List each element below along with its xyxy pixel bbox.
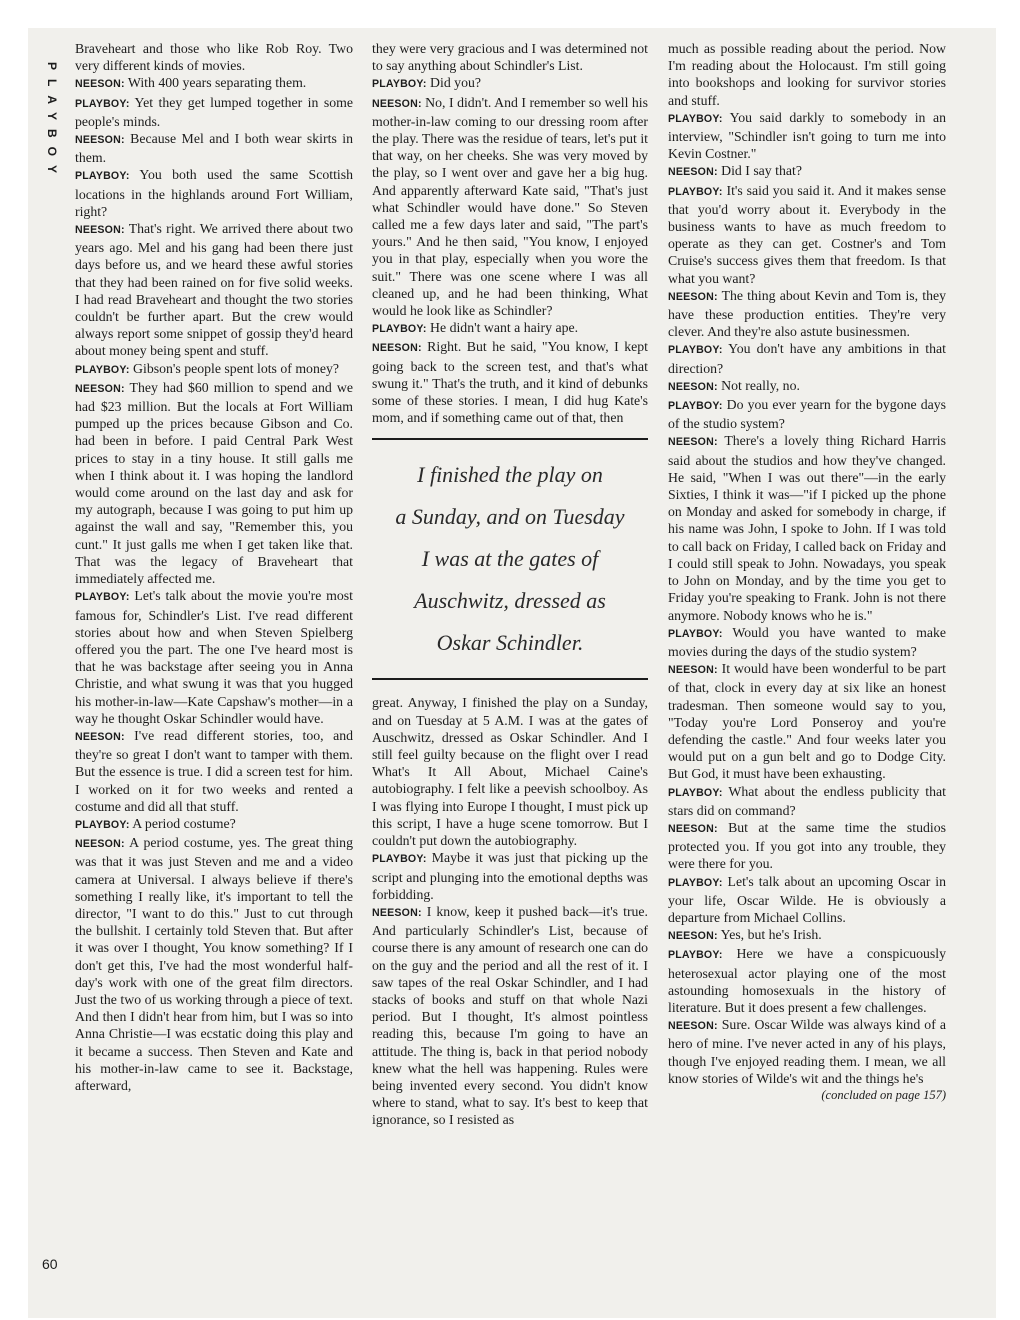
paragraph-text: Did you?: [430, 75, 481, 91]
pull-quote: [372, 438, 648, 680]
column-2-top: [372, 40, 648, 426]
paragraph-text: The thing about Kevin and Tom is, they have these production entities. They're very clever. And they're also astute businessmen.: [668, 287, 946, 340]
paragraph-text: Not really, no.: [721, 377, 800, 393]
paragraph-text: Did I say that?: [721, 163, 802, 179]
text-column-2: [372, 40, 648, 1129]
paragraph-text: I know, keep it pushed back—it's true. And particularly Schindler's List, because of course there is any amount of research one can do on the guy and the period and all the rest of it. I saw tapes of the real Oskar Schindler, and I had stacks of books and stuff on that whole Nazi period. But I thought, It's almost pointless reading this, because I'm going to have an attitude. The thing is, back in that period nobody knew what the hell was happening. Rules were being invented every second. You didn't know where to stand, what to say. It's best to keep that ignorance, so I resisted as: [372, 903, 649, 1128]
speaker-label: PLAYBOY:: [668, 786, 723, 799]
paragraph-text: I've read different stories, too, and they're so great I don't want to tamper with them. But the essence is true. I did a screen test for him. I worked on it for two weeks and rented a costume and did all that stuff.: [75, 727, 353, 814]
interview-paragraph: [75, 74, 353, 93]
interview-paragraph: [372, 903, 648, 1129]
magazine-page: [28, 28, 996, 1318]
pull-quote-line: I finished the play on: [417, 462, 603, 488]
speaker-label: NEESON:: [75, 134, 125, 147]
interview-paragraph: [668, 873, 946, 927]
paragraph-text: Because Mel and I both wear skirts in them.: [75, 131, 353, 166]
interview-paragraph: [668, 660, 946, 782]
interview-paragraph: [668, 624, 946, 660]
speaker-label: NEESON:: [75, 382, 125, 395]
paragraph-text: they were very gracious and I was determined not to say anything about Schindler's List.: [372, 41, 648, 74]
paragraph-text: You said darkly to somebody in an interview, "Schindler isn't going to turn me into Kevin Costner.": [668, 109, 947, 162]
interview-paragraph: [75, 587, 353, 727]
paragraph-text: But at the same time the studios protected you. If you got into any trouble, they were there for you.: [668, 819, 946, 872]
speaker-label: NEESON:: [668, 664, 718, 677]
interview-paragraph: [75, 727, 353, 815]
interview-paragraph: [372, 74, 648, 93]
interview-paragraph: [75, 94, 353, 130]
speaker-label: NEESON:: [668, 290, 718, 303]
speaker-label: NEESON:: [668, 930, 718, 943]
text-column-3: [668, 40, 946, 1104]
paragraph-text: A period costume, yes. The great thing was that it was just Steven and me and a video camera at Universal. I always believe if there's something I really like, it's important to tell the director, "I want to do this." Just to cut through the bullshit. I certainly told Steven that. But after it was over I thought, You know something? If I don't get this, I've had the most wonderful half-day's work with one of the great film directors. Just the two of us working through a piece of text. And then I didn't hear from him, but I was so into Anna Christie—I was ecstatic doing this play and it became a success. Then Steven and Kate and his mother-in-law came to see it. Backstage, afterward,: [75, 835, 353, 1093]
paragraph-text: They had $60 million to spend and we had $23 million. But the locals at Fort William pumped up the prices because Gibson and Co. had been in before. I paid Central Park West prices to stay in a tiny house. It still galls me when I think about it. I was hoping the landlord would come around on the last day and ask for my autograph, because I was going to put him up against the wall and say, "Remember this, you cunt." It just galls me when I get taken like that. That was the legacy of Braveheart that immediately affected me.: [75, 379, 353, 587]
continuation-note: (concluded on page 157): [821, 1087, 946, 1102]
interview-paragraph: [668, 432, 946, 623]
speaker-label: PLAYBOY:: [668, 949, 723, 962]
speaker-label: PLAYBOY:: [372, 323, 427, 336]
speaker-label: NEESON:: [75, 224, 125, 237]
paragraph-text: Let's talk about an upcoming Oscar in your life, Oscar Wilde. He is obviously a departure from Michael Collins.: [668, 873, 946, 925]
interview-paragraph: [668, 162, 946, 181]
interview-paragraph: [668, 377, 946, 396]
interview-paragraph: [668, 109, 946, 163]
paragraph-text: It would have been wonderful to be part of that, clock in every day at six like an honest tradesman. Then someone would say to you, "Today you're Lord Ponseroy and you're defending the castle." And four weeks later you would put on a gun belt and go to Dodge City. But God, it must have been exhausting.: [668, 661, 947, 782]
speaker-label: PLAYBOY:: [75, 363, 130, 376]
interview-paragraph: [668, 926, 946, 945]
paragraph-text: Here we have a conspicuously heterosexual actor playing one of the most astounding homosexuals in the history of literature. But it does present a few challenges.: [668, 946, 946, 1015]
speaker-label: PLAYBOY:: [372, 853, 427, 866]
interview-paragraph: [668, 945, 946, 1016]
paragraph-text: Right. But he said, "You know, I kept going back to the screen test, and that's what swung it." That's the truth, and it kind of debunks some of these stories. I mean, I did hug Kate's mom, and if something came out of that, then: [372, 339, 648, 426]
speaker-label: PLAYBOY:: [668, 627, 723, 640]
interview-paragraph: [75, 379, 353, 587]
paragraph-text: You don't have any ambitions in that direction?: [668, 341, 946, 376]
interview-paragraph: [668, 1016, 946, 1087]
interview-paragraph: [668, 396, 946, 432]
interview-paragraph: [668, 783, 946, 819]
interview-paragraph: [372, 40, 648, 74]
pull-quote-line: a Sunday, and on Tuesday: [395, 504, 625, 530]
interview-paragraph: [75, 40, 353, 74]
column-2-bottom: [372, 694, 648, 1128]
speaker-label: NEESON:: [75, 78, 125, 91]
interview-paragraph: [372, 94, 648, 320]
paragraph-text: Maybe it was just that picking up the script and plunging into the emotional depths was forbidding.: [372, 850, 648, 902]
interview-paragraph: [668, 819, 946, 873]
speaker-label: PLAYBOY:: [668, 185, 723, 198]
paragraph-text: Would you have wanted to make movies during the days of the studio system?: [668, 624, 946, 659]
interview-paragraph: [668, 340, 946, 376]
speaker-label: PLAYBOY:: [75, 170, 130, 183]
paragraph-text: Yet they get lumped together in some people's minds.: [75, 94, 353, 129]
paragraph-text: It's said you said it. And it makes sense that you'd worry about it. Everybody in the business wants to have as much freedom to operate as they can get. Costner's and Tom Cruise's success gives them that freedom. Is that what you want?: [668, 182, 947, 286]
interview-paragraph: [372, 319, 648, 338]
pull-quote-line: Auschwitz, dressed as: [414, 588, 606, 614]
pull-quote-line: Oskar Schindler.: [436, 630, 584, 656]
magazine-name: PLAYBOY: [45, 62, 59, 182]
paragraph-text: What about the endless publicity that stars did on command?: [668, 783, 946, 818]
magazine-name-vertical: [42, 42, 62, 202]
speaker-label: NEESON:: [75, 730, 125, 743]
interview-paragraph: [75, 130, 353, 166]
speaker-label: NEESON:: [372, 97, 422, 110]
text-column-1: [75, 40, 353, 1094]
speaker-label: NEESON:: [668, 436, 718, 449]
interview-paragraph: [668, 40, 946, 109]
interview-paragraph: [668, 182, 946, 287]
paragraph-text: Braveheart and those who like Rob Roy. Two very different kinds of movies.: [75, 41, 353, 74]
speaker-label: NEESON:: [668, 380, 718, 393]
speaker-label: PLAYBOY:: [75, 818, 130, 831]
interview-paragraph: [75, 166, 353, 220]
speaker-label: NEESON:: [75, 838, 125, 851]
speaker-label: NEESON:: [668, 822, 718, 835]
column-3-body: [668, 40, 946, 1087]
interview-paragraph: [75, 834, 353, 1094]
speaker-label: NEESON:: [372, 906, 422, 919]
speaker-label: PLAYBOY:: [668, 112, 723, 125]
paragraph-text: With 400 years separating them.: [127, 75, 307, 91]
paragraph-text: Do you ever yearn for the bygone days of the studio system?: [668, 397, 946, 432]
paragraph-text: No, I didn't. And I remember so well his mother-in-law coming to our dressing room after the play. There was the residue of tears, let's put it that way, on her cheeks. She was very moved by the play, so I went over and gave her a big hug. And apparently afterward Kate said, "That's just what Schindler would have done." So Steven called me a few days later and said, "The part's yours." And he then said, "You know, I enjoyed you in that play, especially when you wore the suit." There was one scene where I was all cleaned up, and he had been thinking, What would he look like as Schindler?: [372, 94, 648, 319]
paragraph-text: Yes, but he's Irish.: [720, 927, 822, 943]
speaker-label: PLAYBOY:: [75, 591, 130, 604]
paragraph-text: He didn't want a hairy ape.: [430, 320, 579, 336]
paragraph-text: You both used the same Scottish locations in the highlands around Fort William, right?: [75, 167, 353, 219]
speaker-label: NEESON:: [668, 1020, 718, 1033]
interview-paragraph: [372, 338, 648, 426]
paragraph-text: That's right. We arrived there about two years ago. Mel and his gang had been there just days before us, and we heard these awful stories that they had been rained on for five solid weeks. I had read Braveheart and thought the two stories couldn't be further apart. But the crew would always report some snippet of gossip they'd heard about money being spent and stuff.: [75, 221, 353, 359]
speaker-label: PLAYBOY:: [668, 876, 723, 889]
interview-paragraph: [75, 220, 353, 360]
speaker-label: NEESON:: [372, 342, 422, 355]
paragraph-text: Sure. Oscar Wilde was always kind of a hero of mine. I've never acted in any of his plays, though I've enjoyed reading them. I mean, we all know stories of Wilde's wit and the things he's: [668, 1017, 946, 1086]
paragraph-text: great. Anyway, I finished the play on a Sunday, and on Tuesday at 5 A.M. I was at the gates of Auschwitz, dressed as Oskar Schindler. And I still feel guilty because on the flight over I read What's It All About, Michael Caine's autobiography. I felt like a peevish schoolboy. As I was flying into Europe I thought, I must pick up this script, I have a huge scene tomorrow. But I couldn't put down the autobiography.: [372, 695, 648, 849]
interview-paragraph: [75, 360, 353, 379]
paragraph-text: Let's talk about the movie you're most famous for, Schindler's List. I've read different stories about how and when Steven Spielberg offered you the part. The one I've heard most is that he was backstage after seeing you in Anna Christie, and what swung it was that you hugged his mother-in-law—Kate Capshaw's mother—in a way he thought Oskar Schindler would have.: [75, 588, 353, 726]
interview-paragraph: [668, 287, 946, 341]
interview-paragraph: [75, 815, 353, 834]
speaker-label: NEESON:: [668, 166, 718, 179]
paragraph-text: There's a lovely thing Richard Harris said about the studios and how they've changed. He said, "When I was out there"—in the early Sixties, I think it was—"if I picked up the phone on Monday and asked for somebody in charge, if his name was John, I spoke to John. If I was told to call back on Friday, I called back on Friday and I could still speak to John. Nowadays, you speak to John on Monday, and by the time you get to Friday you're speaking to Frank. John is not there anymore. Nobody knows who he is.": [668, 433, 946, 623]
speaker-label: PLAYBOY:: [372, 78, 427, 91]
interview-paragraph: [372, 849, 648, 903]
paragraph-text: much as possible reading about the period. Now I'm reading about the Holocaust. I'm still going into bookshops and looking for survivor stories and stuff.: [668, 41, 946, 108]
speaker-label: PLAYBOY:: [668, 344, 723, 357]
speaker-label: PLAYBOY:: [75, 97, 130, 110]
paragraph-text: A period costume?: [132, 815, 236, 831]
page-number: 60: [42, 1256, 58, 1272]
pull-quote-line: I was at the gates of: [421, 546, 599, 572]
speaker-label: PLAYBOY:: [668, 400, 723, 413]
paragraph-text: Gibson's people spent lots of money?: [133, 360, 339, 376]
interview-paragraph: [372, 694, 648, 849]
